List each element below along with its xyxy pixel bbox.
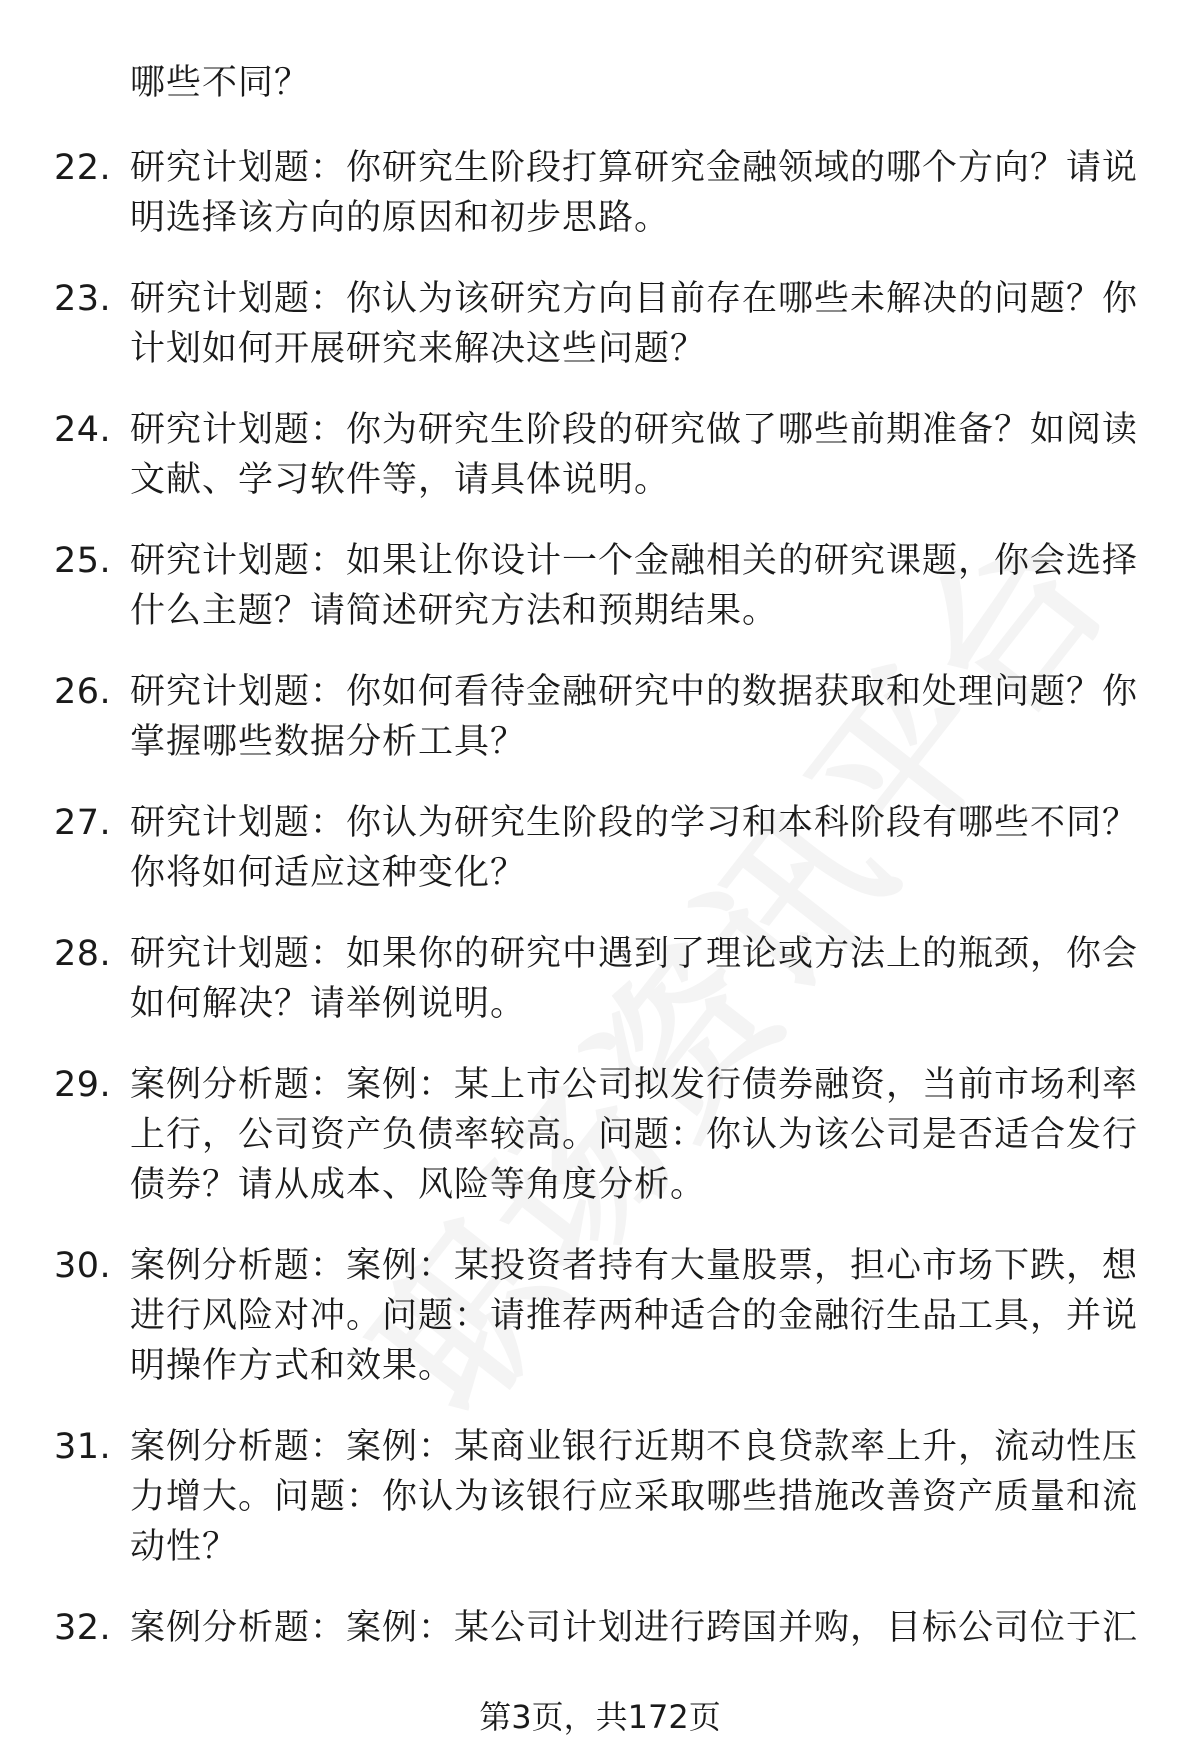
question-number: 26. [54,672,112,712]
question-text: 案例分析题：案例：某商业银行近期不良贷款率上升，流动性压力增大。问题：你认为该银行应采取哪些措施改善资产质量和流动性？ [130,1427,1139,1567]
question-number: 29. [54,1065,112,1105]
question-item [0,143,1200,243]
question-number: 28. [54,934,112,974]
question-text: 案例分析题：案例：某投资者持有大量股票，担心市场下跌，想进行风险对冲。问题：请推荐两种适合的金融衍生品工具，并说明操作方式和效果。 [130,1246,1139,1386]
question-item [0,274,1200,374]
question-number: 24. [54,410,112,450]
question-text: 研究计划题：你认为研究生阶段的学习和本科阶段有哪些不同？你将如何适应这种变化？ [130,803,1139,893]
question-text: 研究计划题：你如何看待金融研究中的数据获取和处理问题？你掌握哪些数据分析工具？ [130,672,1139,762]
question-item [0,667,1200,767]
question-text: 研究计划题：如果让你设计一个金融相关的研究课题，你会选择什么主题？请简述研究方法和预期结果。 [130,541,1139,631]
question-item [0,798,1200,898]
question-number: 23. [54,279,112,319]
continuation-text: 哪些不同？ [130,63,311,103]
question-item [0,1060,1200,1210]
question-number: 31. [54,1427,112,1467]
question-number: 22. [54,148,112,188]
question-number: 30. [54,1246,112,1286]
question-text: 研究计划题：你研究生阶段打算研究金融领域的哪个方向？请说明选择该方向的原因和初步思路。 [130,148,1139,238]
question-number: 27. [54,803,112,843]
question-item [0,929,1200,1029]
question-number: 32. [54,1608,112,1648]
question-text: 研究计划题：你为研究生阶段的研究做了哪些前期准备？如阅读文献、学习软件等，请具体说明。 [130,410,1139,500]
question-item [0,1603,1200,1653]
question-item [0,405,1200,505]
question-item [0,1241,1200,1391]
question-number: 25. [54,541,112,581]
page-footer: 第3页，共172页 [479,1698,721,1736]
question-text: 研究计划题：你认为该研究方向目前存在哪些未解决的问题？你计划如何开展研究来解决这些问题？ [130,279,1139,369]
question-text: 研究计划题：如果你的研究中遇到了理论或方法上的瓶颈，你会如何解决？请举例说明。 [130,934,1139,1024]
question-list [0,143,1200,1684]
question-item [0,1422,1200,1572]
question-text: 案例分析题：案例：某上市公司拟发行债券融资，当前市场利率上行，公司资产负债率较高。问题：你认为该公司是否适合发行债券？请从成本、风险等角度分析。 [130,1065,1139,1205]
question-text: 案例分析题：案例：某公司计划进行跨国并购，目标公司位于汇 [130,1608,1139,1648]
question-item [0,536,1200,636]
